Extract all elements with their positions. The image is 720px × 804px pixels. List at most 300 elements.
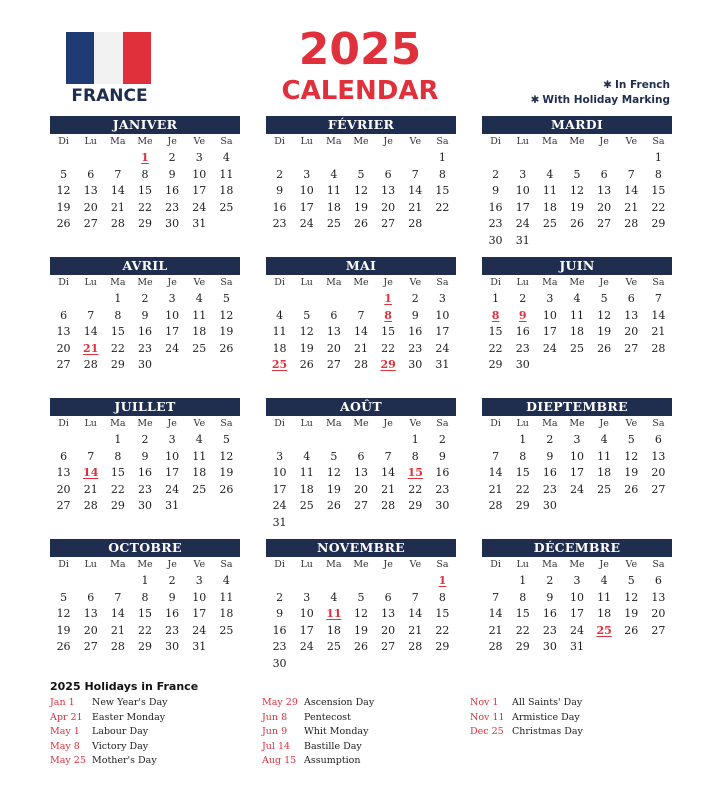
week-row [266,200,456,217]
note-holiday-marking: ✱ With Holiday Marking [530,94,670,106]
day-cell: 4 [573,292,581,305]
day-cell: 5 [330,449,338,463]
day-cell: 19 [624,607,639,621]
empty-cell [536,357,563,374]
day-cell: 16 [272,623,287,637]
week-row [50,590,240,607]
empty-cell [320,515,347,532]
day-cell: 19 [597,325,612,339]
day-cell: 10 [192,167,207,181]
week-row [266,216,456,233]
weekday-label: Lu [300,559,313,570]
day-cell: 5 [627,433,635,446]
day-cell: 6 [357,449,365,463]
day-cell: 24 [272,499,287,513]
holiday-day-cell: 21 [83,341,99,355]
month-header: OCTOBRE [50,539,240,557]
day-cell: 8 [141,590,149,604]
weekday-label: Lu [516,136,529,147]
day-cell: 8 [114,308,122,322]
day-cell: 12 [624,449,639,463]
day-cell: 31 [272,515,287,529]
day-cell: 31 [569,640,584,654]
week-row [266,291,456,308]
day-cell: 7 [114,590,122,604]
day-cell: 20 [597,200,612,214]
holiday-date: May 1 [50,726,80,737]
weekday-label: Sa [220,559,233,570]
day-cell: 14 [83,325,98,339]
day-cell: 2 [141,433,149,446]
holiday-date: Apr 21 [50,711,83,723]
day-cell: 6 [384,590,392,604]
flag-stripe-red [123,32,151,84]
weekday-label: Je [383,559,393,570]
weekday-label: Di [274,418,285,429]
day-cell: 10 [569,590,584,604]
weekday-label: Ma [542,559,558,570]
day-cell: 25 [569,341,584,355]
holiday-item [262,740,374,755]
holiday-name: Pentecost [304,711,351,723]
day-cell: 20 [651,466,666,480]
holiday-item [470,696,583,711]
day-cell: 2 [438,433,446,446]
holiday-name: All Saints' Day [512,697,583,708]
empty-cell [293,515,320,532]
flag-stripe-white [94,32,122,84]
day-cell: 27 [83,217,98,231]
day-cell: 3 [438,292,446,305]
day-cell: 24 [569,482,584,496]
day-cell: 25 [326,640,341,654]
week-row [50,606,240,623]
weekday-label: Sa [652,277,665,288]
empty-cell [347,573,374,590]
weekday-label: Je [383,136,393,147]
day-cell: 17 [515,200,530,214]
day-cell: 7 [492,590,500,604]
day-cell: 24 [569,623,584,637]
day-cell: 9 [168,167,176,181]
week-row [266,639,456,656]
day-cell: 14 [408,607,423,621]
empty-cell [293,432,320,449]
day-cell: 7 [627,167,635,181]
week-row [482,150,672,167]
calendar-title: CALENDAR [281,76,439,106]
day-cell: 13 [56,466,71,480]
day-cell: 22 [137,623,152,637]
day-cell: 29 [435,640,450,654]
holiday-column [50,696,168,769]
day-cell: 13 [381,607,396,621]
empty-cell [266,573,293,590]
day-cell: 20 [56,482,71,496]
holiday-date: Jun 9 [262,726,288,737]
day-cell: 2 [168,151,176,164]
day-cell: 7 [492,449,500,463]
weekday-label: Di [58,136,69,147]
day-cell: 23 [435,482,450,496]
day-cell: 28 [624,217,639,231]
day-cell: 26 [353,640,368,654]
day-cell: 6 [654,433,662,446]
day-cell: 26 [56,640,71,654]
week-row [482,167,672,184]
day-cell: 13 [353,466,368,480]
month-header: JANIVER [50,116,240,134]
weekday-label: Di [274,136,285,147]
week-row [50,324,240,341]
day-cell: 1 [519,574,527,587]
empty-cell [375,515,402,532]
country-label: FRANCE [71,86,148,106]
holiday-name: Labour Day [92,726,149,737]
day-cell: 22 [488,341,503,355]
day-cell: 28 [408,640,423,654]
weekday-label: Sa [220,136,233,147]
empty-cell [293,573,320,590]
day-cell: 21 [110,623,125,637]
day-cell: 28 [381,499,396,513]
day-cell: 7 [114,167,122,181]
day-cell: 5 [627,574,635,587]
day-cell: 13 [326,325,341,339]
empty-cell [402,515,429,532]
day-cell: 27 [56,499,71,513]
day-cell: 27 [624,341,639,355]
day-cell: 9 [276,184,284,198]
empty-cell [320,573,347,590]
day-cell: 12 [353,607,368,621]
day-cell: 10 [542,308,557,322]
week-row [482,200,672,217]
week-row [266,167,456,184]
day-cell: 23 [488,217,503,231]
day-cell: 29 [137,217,152,231]
day-cell: 15 [651,184,666,198]
day-cell: 28 [110,640,125,654]
day-cell: 24 [192,623,207,637]
empty-cell [429,656,456,673]
day-cell: 29 [110,499,125,513]
day-cell: 11 [569,308,584,322]
weekday-row [266,557,456,573]
day-cell: 25 [192,482,207,496]
day-cell: 6 [384,167,392,181]
weekday-label: Ma [542,277,558,288]
holiday-item [262,725,374,740]
holiday-item [262,711,374,726]
month-block [266,116,456,233]
weekday-label: Lu [516,418,529,429]
day-cell: 15 [435,607,450,621]
weekday-label: Sa [436,136,449,147]
month-header: JUILLET [50,398,240,416]
weekday-label: Ma [326,559,342,570]
day-cell: 15 [488,325,503,339]
weekday-label: Je [167,136,177,147]
week-row [266,656,456,673]
day-cell: 15 [515,607,530,621]
weekday-label: Ma [326,136,342,147]
day-cell: 14 [110,184,125,198]
weekday-label: Di [274,559,285,570]
day-cell: 28 [83,358,98,372]
day-cell: 22 [515,482,530,496]
weekday-label: Sa [652,559,665,570]
week-row [266,432,456,449]
weekday-label: Ve [625,559,638,570]
day-cell: 1 [141,574,149,587]
holiday-day-cell: 11 [326,607,342,621]
week-row [50,200,240,217]
week-row [266,482,456,499]
week-row [482,482,672,499]
day-cell: 24 [542,341,557,355]
empty-cell [320,656,347,673]
day-cell: 28 [83,499,98,513]
week-row [50,308,240,325]
holiday-name: Victory Day [92,740,149,752]
day-cell: 26 [353,217,368,231]
empty-cell [347,150,374,167]
day-cell: 3 [303,167,311,181]
holiday-date: Jul 14 [262,740,291,752]
day-cell: 28 [353,358,368,372]
day-cell: 24 [165,341,180,355]
holiday-day-cell: 1 [384,292,392,305]
day-cell: 11 [192,308,207,322]
day-cell: 16 [542,466,557,480]
day-cell: 12 [353,184,368,198]
empty-cell [159,357,186,374]
day-cell: 27 [381,217,396,231]
weekday-label: Sa [652,418,665,429]
day-cell: 16 [165,184,180,198]
week-row [266,623,456,640]
day-cell: 13 [651,449,666,463]
empty-cell [482,150,509,167]
weekday-label: Di [58,559,69,570]
day-cell: 11 [597,590,612,604]
day-cell: 3 [573,574,581,587]
day-cell: 6 [627,292,635,305]
week-row [266,573,456,590]
day-cell: 19 [353,200,368,214]
holiday-day-cell: 8 [491,308,500,322]
day-cell: 3 [546,292,554,305]
holiday-item [50,754,168,769]
day-cell: 1 [654,151,662,164]
week-row [50,465,240,482]
day-cell: 20 [326,341,341,355]
weekday-label: Di [490,418,501,429]
day-cell: 28 [651,341,666,355]
weekday-label: Sa [436,559,449,570]
day-cell: 26 [624,623,639,637]
empty-cell [320,150,347,167]
day-cell: 7 [411,590,419,604]
day-cell: 10 [299,184,314,198]
day-cell: 27 [56,358,71,372]
holiday-date: Dec 25 [470,726,504,737]
day-cell: 2 [141,292,149,305]
holiday-day-cell: 15 [407,466,423,480]
holiday-date: Jun 8 [262,711,288,723]
day-cell: 24 [435,341,450,355]
day-cell: 2 [411,292,419,305]
day-cell: 15 [137,184,152,198]
weekday-label: Ma [542,136,558,147]
weekday-label: Sa [436,418,449,429]
day-cell: 2 [546,433,554,446]
weekday-label: Ve [625,136,638,147]
day-cell: 9 [168,590,176,604]
holiday-item [50,696,168,711]
day-cell: 16 [272,200,287,214]
day-cell: 17 [165,466,180,480]
day-cell: 26 [219,482,234,496]
day-cell: 12 [326,466,341,480]
day-cell: 19 [219,325,234,339]
day-cell: 16 [488,200,503,214]
day-cell: 19 [569,200,584,214]
day-cell: 10 [272,466,287,480]
day-cell: 20 [83,623,98,637]
weekday-label: Je [599,418,609,429]
weekday-label: Di [274,277,285,288]
day-cell: 25 [219,200,234,214]
day-cell: 22 [381,341,396,355]
day-cell: 2 [546,574,554,587]
day-cell: 24 [299,217,314,231]
day-cell: 9 [546,590,554,604]
day-cell: 30 [165,217,180,231]
day-cell: 14 [110,607,125,621]
holiday-name: Armistice Day [512,711,580,723]
weekday-label: Ma [110,559,126,570]
weekday-label: Me [353,418,369,429]
week-row [482,308,672,325]
weekday-label: Me [353,277,369,288]
month-header: AOÛT [266,398,456,416]
day-cell: 5 [60,167,68,181]
day-cell: 1 [519,433,527,446]
day-cell: 19 [326,482,341,496]
week-row [482,233,672,250]
day-cell: 3 [168,433,176,446]
week-row [266,357,456,374]
holiday-date: Nov 11 [470,711,505,723]
day-cell: 16 [408,325,423,339]
month-header: DIEPTEMBRE [482,398,672,416]
week-row [266,465,456,482]
empty-cell [347,291,374,308]
weekday-label: Lu [84,277,97,288]
day-cell: 7 [87,308,95,322]
holiday-day-cell: 1 [141,151,149,164]
week-row [482,357,672,374]
week-row [50,449,240,466]
empty-cell [645,233,672,250]
day-cell: 22 [651,200,666,214]
week-row [50,341,240,358]
day-cell: 23 [137,482,152,496]
day-cell: 1 [438,151,446,164]
weekday-label: Ve [193,277,206,288]
day-cell: 2 [519,292,527,305]
day-cell: 10 [165,308,180,322]
empty-cell [563,150,590,167]
day-cell: 12 [597,308,612,322]
week-row [50,639,240,656]
week-row [482,324,672,341]
empty-cell [320,432,347,449]
day-cell: 27 [326,358,341,372]
empty-cell [429,515,456,532]
day-cell: 27 [651,623,666,637]
day-cell: 28 [488,499,503,513]
empty-cell [104,573,131,590]
day-cell: 31 [192,640,207,654]
day-cell: 21 [488,482,503,496]
week-row [266,150,456,167]
day-cell: 26 [624,482,639,496]
day-cell: 2 [168,574,176,587]
weekday-row [482,416,672,432]
holiday-name: Bastille Day [304,740,362,752]
day-cell: 17 [569,607,584,621]
week-row [482,573,672,590]
weekday-label: Ma [326,277,342,288]
day-cell: 22 [137,200,152,214]
empty-cell [591,233,618,250]
month-block [50,116,240,233]
day-cell: 27 [381,640,396,654]
weekday-label: Je [383,418,393,429]
day-cell: 29 [515,640,530,654]
day-cell: 15 [137,607,152,621]
day-cell: 15 [381,325,396,339]
holiday-date: Nov 1 [470,697,499,708]
week-row [482,432,672,449]
day-cell: 14 [624,184,639,198]
weekday-label: Me [569,559,585,570]
empty-cell [618,150,645,167]
weekday-label: Lu [300,277,313,288]
day-cell: 20 [56,341,71,355]
weekday-label: Di [490,277,501,288]
day-cell: 14 [408,184,423,198]
day-cell: 9 [141,308,149,322]
header-notes [531,78,670,108]
day-cell: 23 [515,341,530,355]
day-cell: 3 [168,292,176,305]
day-cell: 5 [222,292,230,305]
day-cell: 9 [141,449,149,463]
empty-cell [645,639,672,656]
day-cell: 20 [651,607,666,621]
day-cell: 1 [411,433,419,446]
weekday-label: Me [353,559,369,570]
empty-cell [213,216,240,233]
weekday-label: Ma [110,277,126,288]
day-cell: 9 [492,184,500,198]
day-cell: 11 [597,449,612,463]
day-cell: 8 [114,449,122,463]
